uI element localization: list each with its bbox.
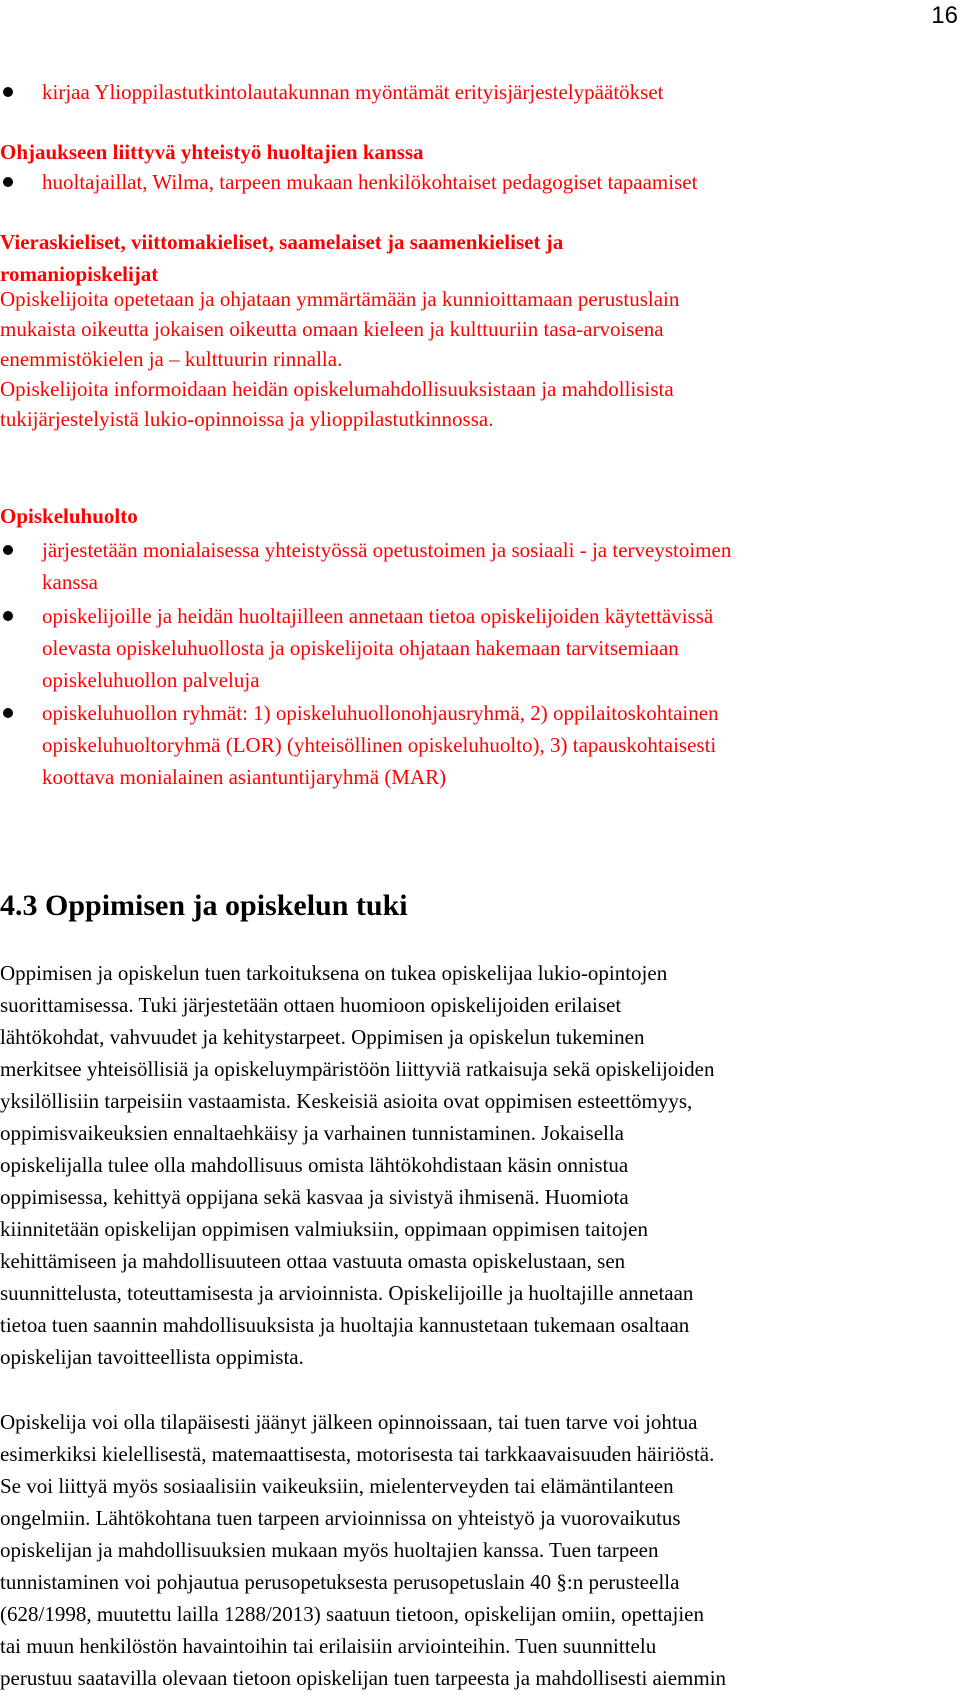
- guardian-section-heading: Ohjaukseen liittyvä yhteistyö huoltajien kanssa: [0, 140, 424, 164]
- paragraph-line: oppimisessa, kehittyä oppijana sekä kasvaa ja sivistyä ihmisenä. Huomiota: [0, 1185, 629, 1209]
- paragraph-line: perustuu saatavilla olevaan tietoon opiskelijan tuen tarpeesta ja mahdollisesti aiemmin: [0, 1666, 727, 1690]
- paragraph-line: suunnittelusta, toteuttamisesta ja arvioinnista. Opiskelijoille ja huoltajille annetaan: [0, 1281, 694, 1305]
- bullet-icon: [3, 611, 13, 621]
- paragraph-line: opiskelijalla tulee olla mahdollisuus omista lähtökohdistaan käsin onnistua: [0, 1153, 629, 1177]
- paragraph-line: yksilöllisiin tarpeisiin vastaamista. Keskeisiä asioita ovat oppimisen esteettömyys,: [0, 1089, 693, 1113]
- bullet-icon: [3, 545, 13, 555]
- paragraph-line: ongelmiin. Lähtökohtana tuen tarpeen arvioinnissa on yhteistyö ja vuorovaikutus: [0, 1506, 681, 1530]
- bullet-icon: [3, 177, 13, 187]
- bullet-icon: [3, 708, 13, 718]
- paragraph-line: Opiskelijoita informoidaan heidän opiskelumahdollisuuksistaan ja mahdollisista: [0, 377, 674, 401]
- paragraph-line: Se voi liittyä myös sosiaalisiin vaikeuksiin, mielenterveyden tai elämäntilanteen: [0, 1474, 674, 1498]
- paragraph-line: esimerkiksi kielellisestä, matemaattisesta, motorisesta tai tarkkaavaisuuden häiriöstä.: [0, 1442, 715, 1466]
- paragraph-line: Opiskelija voi olla tilapäisesti jäänyt jälkeen opinnoissaan, tai tuen tarve voi johtua: [0, 1410, 698, 1434]
- heading-line: Vieraskieliset, viittomakieliset, saamelaiset ja saamenkieliset ja: [0, 230, 564, 254]
- paragraph-line: Opiskelijoita opetetaan ja ohjataan ymmärtämään ja kunnioittamaan perustuslain: [0, 287, 680, 311]
- list-item-line: järjestetään monialaisessa yhteistyössä opetustoimen ja sosiaali - ja terveystoimen: [42, 538, 732, 562]
- paragraph-line: tietoa tuen saannin mahdollisuuksista ja huoltajia kannustetaan tukemaan osaltaan: [0, 1313, 690, 1337]
- list-item-text: kirjaa Ylioppilastutkintolautakunnan myöntämät erityisjärjestelypäätökset: [42, 80, 664, 104]
- section-heading: 4.3 Oppimisen ja opiskelun tuki: [0, 889, 408, 922]
- paragraph-line: kehittämiseen ja mahdollisuuteen ottaa vastuuta omasta opiskelustaan, sen: [0, 1249, 626, 1273]
- heading-line: romaniopiskelijat: [0, 262, 159, 286]
- language-section-heading: [0, 226, 955, 290]
- paragraph-line: enemmistökielen ja – kulttuurin rinnalla.: [0, 347, 343, 371]
- paragraph-line: kiinnitetään opiskelijan oppimisen valmiuksiin, oppimaan oppimisen taitojen: [0, 1217, 648, 1241]
- paragraph-line: Oppimisen ja opiskelun tuen tarkoituksena on tukea opiskelijaa lukio-opintojen: [0, 961, 668, 985]
- language-paragraph-2: [0, 374, 955, 434]
- paragraph-line: tukijärjestelyistä lukio-opinnoissa ja ylioppilastutkinnossa.: [0, 407, 494, 431]
- section-43-paragraph-2: [0, 1406, 955, 1694]
- paragraph-line: lähtökohdat, vahvuudet ja kehitystarpeet. Oppimisen ja opiskelun tukeminen: [0, 1025, 645, 1049]
- list-item-line: opiskeluhuollon palveluja: [42, 668, 260, 692]
- paragraph-line: tunnistaminen voi pohjautua perusopetuksesta perusopetuslain 40 §:n perusteella: [0, 1570, 680, 1594]
- list-item-text: [42, 600, 713, 696]
- list-item-line: opiskelijoille ja heidän huoltajilleen annetaan tietoa opiskelijoiden käytettävissä: [42, 604, 714, 628]
- list-item-line: opiskeluhuollon ryhmät: 1) opiskeluhuollonohjausryhmä, 2) oppilaitoskohtainen: [42, 701, 719, 725]
- list-item-line: opiskeluhuoltoryhmä (LOR) (yhteisöllinen opiskeluhuolto), 3) tapauskohtaisesti: [42, 733, 717, 757]
- paragraph-line: oppimisvaikeuksien ennaltaehkäisy ja varhainen tunnistaminen. Jokaisella: [0, 1121, 625, 1145]
- list-item-line: olevasta opiskeluhuollosta ja opiskelijoita ohjataan hakemaan tarvitsemiaan: [42, 636, 679, 660]
- list-item-text: [42, 697, 719, 793]
- list-item-line: kanssa: [42, 570, 98, 594]
- bullet-icon: [3, 87, 13, 97]
- paragraph-line: opiskelijan tavoitteellista oppimista.: [0, 1345, 304, 1369]
- page-number: 16: [931, 2, 958, 29]
- list-item-text: [42, 534, 731, 598]
- paragraph-line: suorittamisessa. Tuki järjestetään ottaen huomioon opiskelijoiden erilaiset: [0, 993, 622, 1017]
- paragraph-line: merkitsee yhteisöllisiä ja opiskeluympäristöön liittyviä ratkaisuja sekä opiskelijoiden: [0, 1057, 715, 1081]
- list-item-text: huoltajaillat, Wilma, tarpeen mukaan henkilökohtaiset pedagogiset tapaamiset: [42, 170, 698, 194]
- list-item-line: koottava monialainen asiantuntijaryhmä (MAR): [42, 765, 447, 789]
- paragraph-line: mukaista oikeutta jokaisen oikeutta omaan kieleen ja kulttuuriin tasa-arvoisena: [0, 317, 664, 341]
- section-43-paragraph-1: [0, 957, 955, 1373]
- language-paragraph-1: [0, 284, 955, 374]
- paragraph-line: tai muun henkilöstön havaintoihin tai erilaisiin arviointeihin. Tuen suunnittelu: [0, 1634, 657, 1658]
- paragraph-line: (628/1998, muutettu lailla 1288/2013) saatuun tietoon, opiskelijan omiin, opettajien: [0, 1602, 704, 1626]
- paragraph-line: opiskelijan ja mahdollisuuksien mukaan myös huoltajien kanssa. Tuen tarpeen: [0, 1538, 659, 1562]
- welfare-section-heading: Opiskeluhuolto: [0, 504, 138, 528]
